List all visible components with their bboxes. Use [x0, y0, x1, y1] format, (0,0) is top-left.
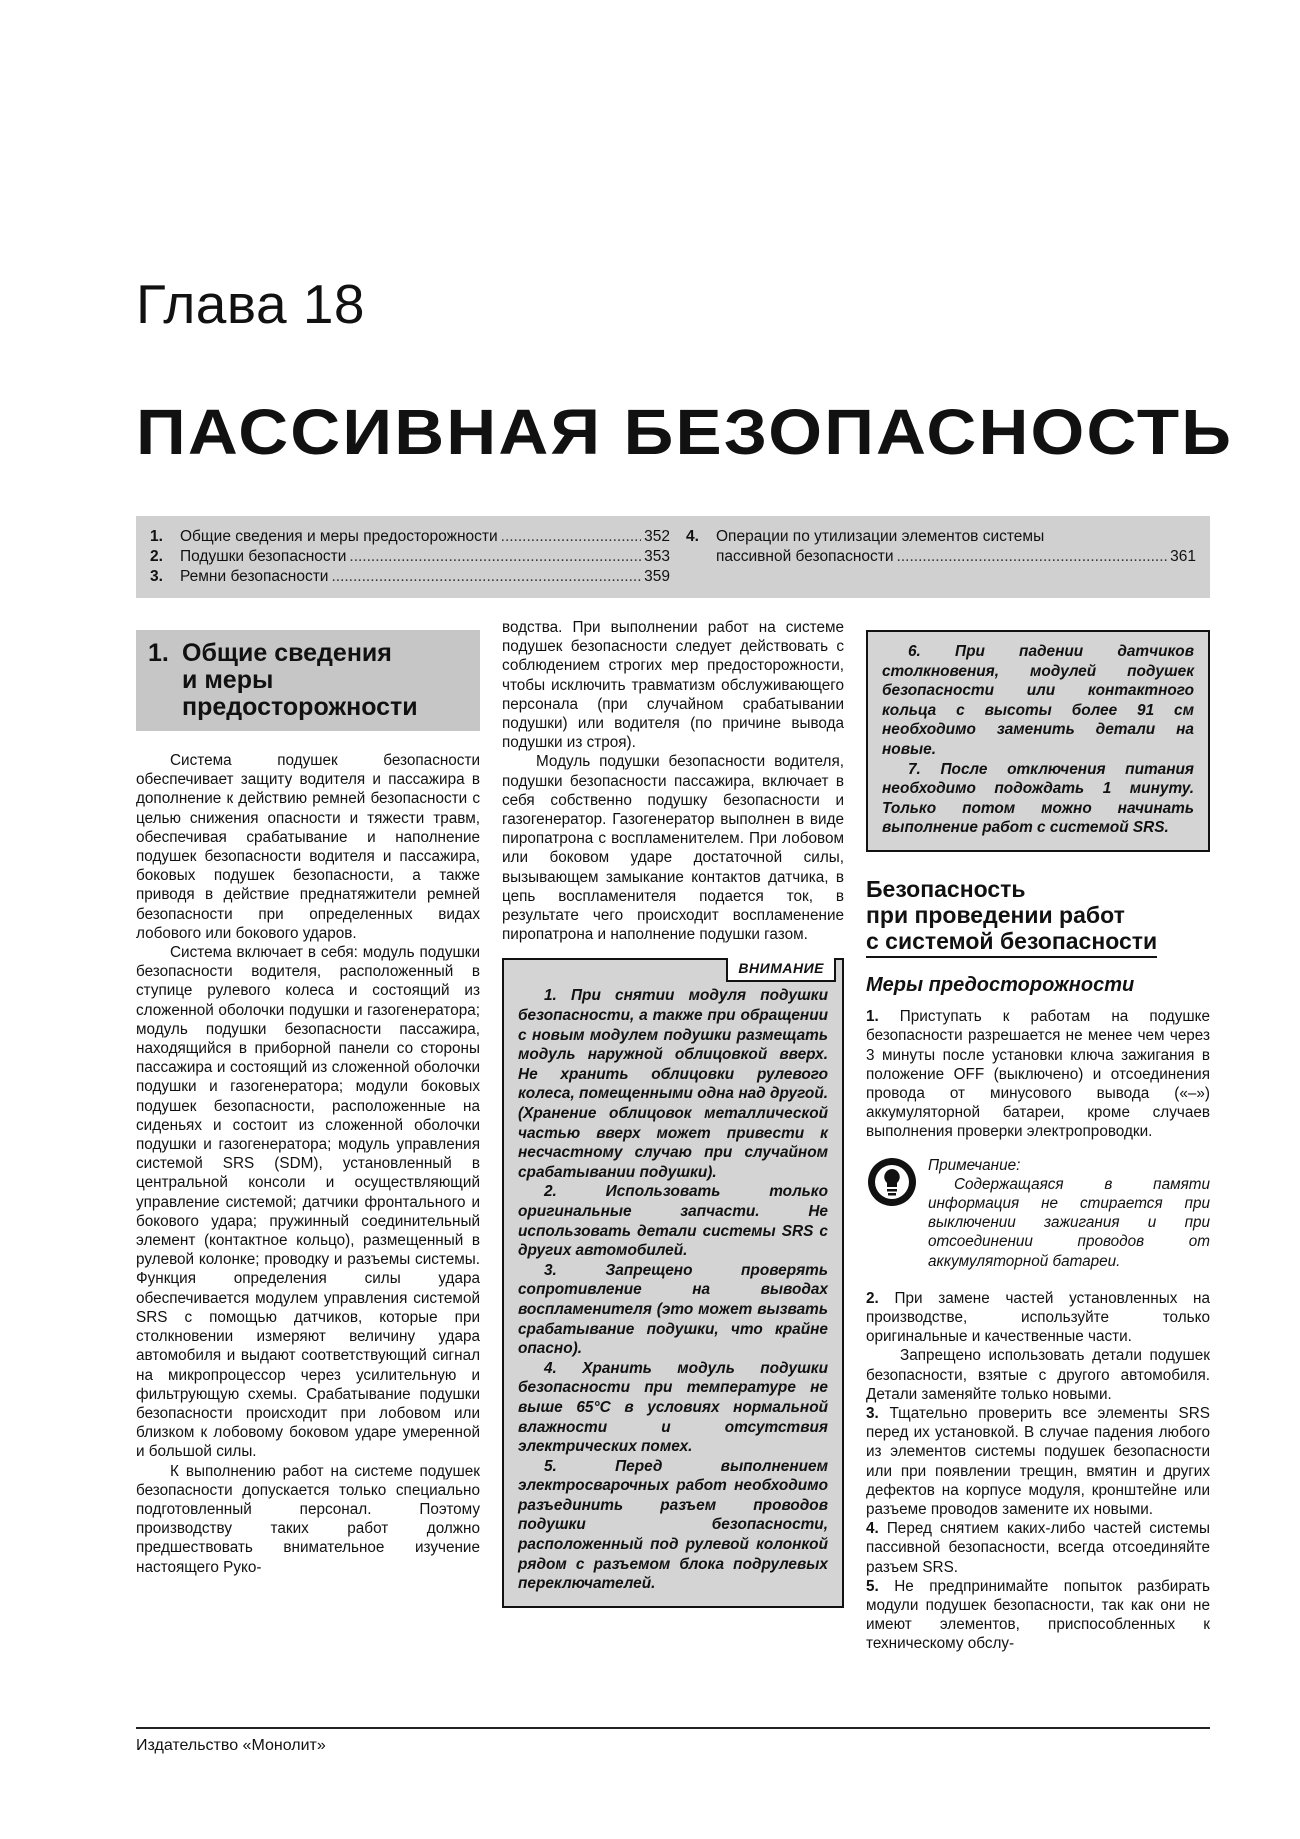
warning-label: ВНИМАНИЕ	[726, 958, 836, 982]
warning-box-continued	[866, 630, 1210, 852]
numbered-item	[866, 1519, 1210, 1577]
item-text: Не предпринимайте попыток разбирать модули подушек безопасности, так как они не имеют элементов, приспособленных к техническому обслу-	[866, 1577, 1210, 1653]
section-heading	[136, 630, 480, 731]
note-title: Примечание:	[928, 1156, 1021, 1174]
section-title-line: Общие сведения	[182, 639, 392, 667]
note-text: Содержащаяся в памяти информация не стирается при выключении зажигания и при отсоединении проводов от аккумуляторной батареи.	[928, 1175, 1210, 1270]
paragraph: Система включает в себя: модуль подушки безопасности водителя, расположенный в ступице рулевого колеса и состоящий из сложенной оболочки подушки и газогенератора; модуль подушки безопасности пассажира, находящийся в приборной панели со стороны пассажира и состоящий из сложенной оболочки подушки и газогенератора; модули боковых подушек безопасности, расположенные на сиденьях и состоит из сложенной оболочки подушки и газогенератора; модуль управления системой SRS (SDM), установленный в центральной консоли и осуществляющий управление системой; датчики фронтального и бокового удара; пружинный соединительный элемент (контактное кольцо), размещенный в рулевой колонке; проводку и разъемы системы. Функция определения силы удара обеспечивается модулем управления системой SRS с помощью датчиков, которые при столкновении измеряют величину удара автомобиля и выдают соответствующий сигнал на микропроцессор через усилительную и фильтрующую схемы. Срабатывание подушки безопасности происходит при лобовом или близком к лобовому боковом ударе умеренной и большой силы.	[136, 944, 480, 1461]
subsection-heading-line: при проведении работ	[866, 901, 1125, 928]
warning-item: 3. Запрещено проверять сопротивление на выводах воспламенителя (это может вызвать срабатывание подушки, что крайне опасно).	[518, 1261, 828, 1358]
toc-entry-page: 353	[644, 548, 670, 565]
column-3	[866, 630, 1210, 1654]
chapter-title: ПАССИВНАЯ БЕЗОПАСНОСТЬ	[136, 396, 1234, 468]
item-number: 3.	[866, 1405, 879, 1422]
item-number: 2.	[866, 1289, 879, 1307]
item-text: Приступать к работам на подушке безопасности разрешается не менее чем через 3 минуты после установки ключа зажигания в положение OFF (выключено) и отсоединения провода от минусового вывода («–») аккумуляторной батареи, кроме случаев выполнения проверки электропроводки.	[866, 1008, 1210, 1141]
warning-item: 7. После отключения питания необходимо подождать 1 минуту. Только потом можно начинать выполнение работ с системой SRS.	[882, 760, 1194, 837]
paragraph: К выполнению работ на системе подушек безопасности допускается только специально подготовленный персонал. Поэтому производству таких работ должно предшествовать внимательное изучение настоящего Руко-	[136, 1462, 480, 1576]
warning-item: 4. Хранить модуль подушки безопасности при температуре не выше 65°С в условиях нормальной влажности и отсутствия электрических помех.	[518, 1359, 828, 1456]
toc-entry[interactable]	[686, 527, 1196, 547]
paragraph: водства. При выполнении работ на системе подушек безопасности следует действовать с соблюдением строгих мер предосторожности, чтобы исключить травматизм обслуживающего персонала (при случайном срабатывании подушки) или водителя (по причине вывода подушки из строя).	[502, 619, 844, 752]
warning-box	[502, 958, 844, 1607]
warning-item: 2. Использовать только оригинальные запчасти. Не использовать детали системы SRS с других автомобилей.	[518, 1183, 828, 1260]
toc-entry-text: Подушки безопасности	[180, 548, 347, 565]
note-body	[928, 1156, 1210, 1271]
toc-leader	[897, 547, 1168, 567]
subsection-heading	[866, 876, 1210, 958]
section-number: 1.	[148, 639, 169, 667]
paragraph: Система подушек безопасности обеспечивает защиту водителя и пассажира в дополнение к действию ремней безопасности с целью снижения опасности и тяжести травм, обеспечивая срабатывание и наполнение подушек безопасности водителя и пассажира, боковых подушек безопасности, а также приводя в действие преднатяжители ремней безопасности при определенных видах лобового или бокового ударов.	[136, 752, 480, 942]
item-text: Тщательно проверить все элементы SRS перед их установкой. В случае падения любого из элементов системы подушек безопасности или при появлении трещин, вмятин и других дефектов на корпусе модуля, кронштейне или разъеме проводов замените их новыми.	[866, 1405, 1211, 1519]
subsection-heading-line: с системой безопасности	[866, 928, 1157, 958]
numbered-item	[866, 1577, 1210, 1654]
lightbulb-icon	[866, 1156, 918, 1208]
item-text: При замене частей установленных на производстве, используйте только оригинальные и качественные части.	[866, 1289, 1211, 1346]
paragraph: Модуль подушки безопасности водителя, подушки безопасности пассажира, включает в себя собственно подушку безопасности и газогенератор. Газогенератор выполнен в виде пиропатрона с воспламенителем. При лобовом или боковом ударе достаточной силы, вызывающем замыкание контактов датчика, в цепь воспламенителя подается ток, в результате чего происходит воспламенение пиропатрона и наполнение подушки газом.	[502, 753, 844, 944]
paragraph: Запрещено использовать детали подушек безопасности, взятые с другого автомобиля. Детали заменяйте только новыми.	[866, 1347, 1210, 1403]
toc-entry-page: 352	[644, 528, 670, 545]
toc-entry-text: Ремни безопасности	[180, 568, 329, 585]
numbered-item	[866, 1007, 1210, 1141]
item-number: 5.	[866, 1577, 879, 1595]
toc-entry[interactable]	[150, 567, 670, 587]
item-number: 1.	[866, 1008, 879, 1026]
section-title-line: предосторожности	[182, 693, 418, 721]
toc-leader	[331, 567, 641, 587]
warning-item: 6. При падении датчиков столкновения, модулей подушек безопасности или контактного кольца с высоты более 91 см необходимо заменить детали на новые.	[882, 643, 1194, 758]
toc-entry-text: Операции по утилизации элементов системы	[716, 528, 1045, 545]
column-2	[502, 618, 844, 1608]
toc-entry-number: 3.	[150, 568, 163, 585]
table-of-contents	[136, 516, 1210, 598]
toc-left-column	[150, 527, 670, 587]
section-title-line: и меры	[182, 666, 274, 694]
toc-leader	[349, 547, 641, 567]
toc-entry[interactable]	[150, 527, 670, 547]
toc-entry-continuation[interactable]	[686, 547, 1196, 567]
toc-entry-page: 359	[644, 568, 670, 585]
toc-entry-text: пассивной безопасности	[716, 548, 894, 565]
numbered-item	[866, 1404, 1210, 1519]
warning-item: 5. Перед выполнением электросварочных работ необходимо разъединить разъем проводов подушки безопасности, расположенный под рулевой колонкой рядом с разъемом блока подрулевых переключателей.	[518, 1457, 828, 1593]
subsection-heading-line: Безопасность	[866, 875, 1026, 902]
warning-item: 1. При снятии модуля подушки безопасности, а также при обращении с новым модулем подушки размещать модуль наружной облицовкой вверх. Не хранить облицовки рулевого колеса, помещенными одна над другой. (Хранение облицовок металлической частью вверх может привести к несчастному случаю при случайном срабатывании подушки).	[518, 987, 828, 1181]
toc-entry-text: Общие сведения и меры предосторожности	[180, 528, 498, 545]
toc-entry-number: 4.	[686, 528, 699, 545]
minor-heading: Меры предосторожности	[866, 973, 1135, 996]
footer-publisher: Издательство «Монолит»	[136, 1737, 326, 1754]
chapter-label: Глава 18	[136, 273, 366, 335]
toc-entry[interactable]	[150, 547, 670, 567]
numbered-item	[866, 1289, 1210, 1347]
toc-entry-number: 2.	[150, 548, 163, 565]
note	[866, 1156, 1210, 1271]
item-number: 4.	[866, 1520, 879, 1538]
item-text: Перед снятием каких-либо частей системы пассивной безопасности, всегда отсоединяйте разъем SRS.	[866, 1520, 1210, 1576]
toc-entry-page: 361	[1170, 548, 1196, 565]
toc-entry-number: 1.	[150, 528, 163, 545]
toc-right-column	[686, 527, 1196, 567]
column-1	[136, 630, 480, 1577]
toc-leader	[501, 527, 641, 547]
footer-divider	[136, 1727, 1210, 1729]
